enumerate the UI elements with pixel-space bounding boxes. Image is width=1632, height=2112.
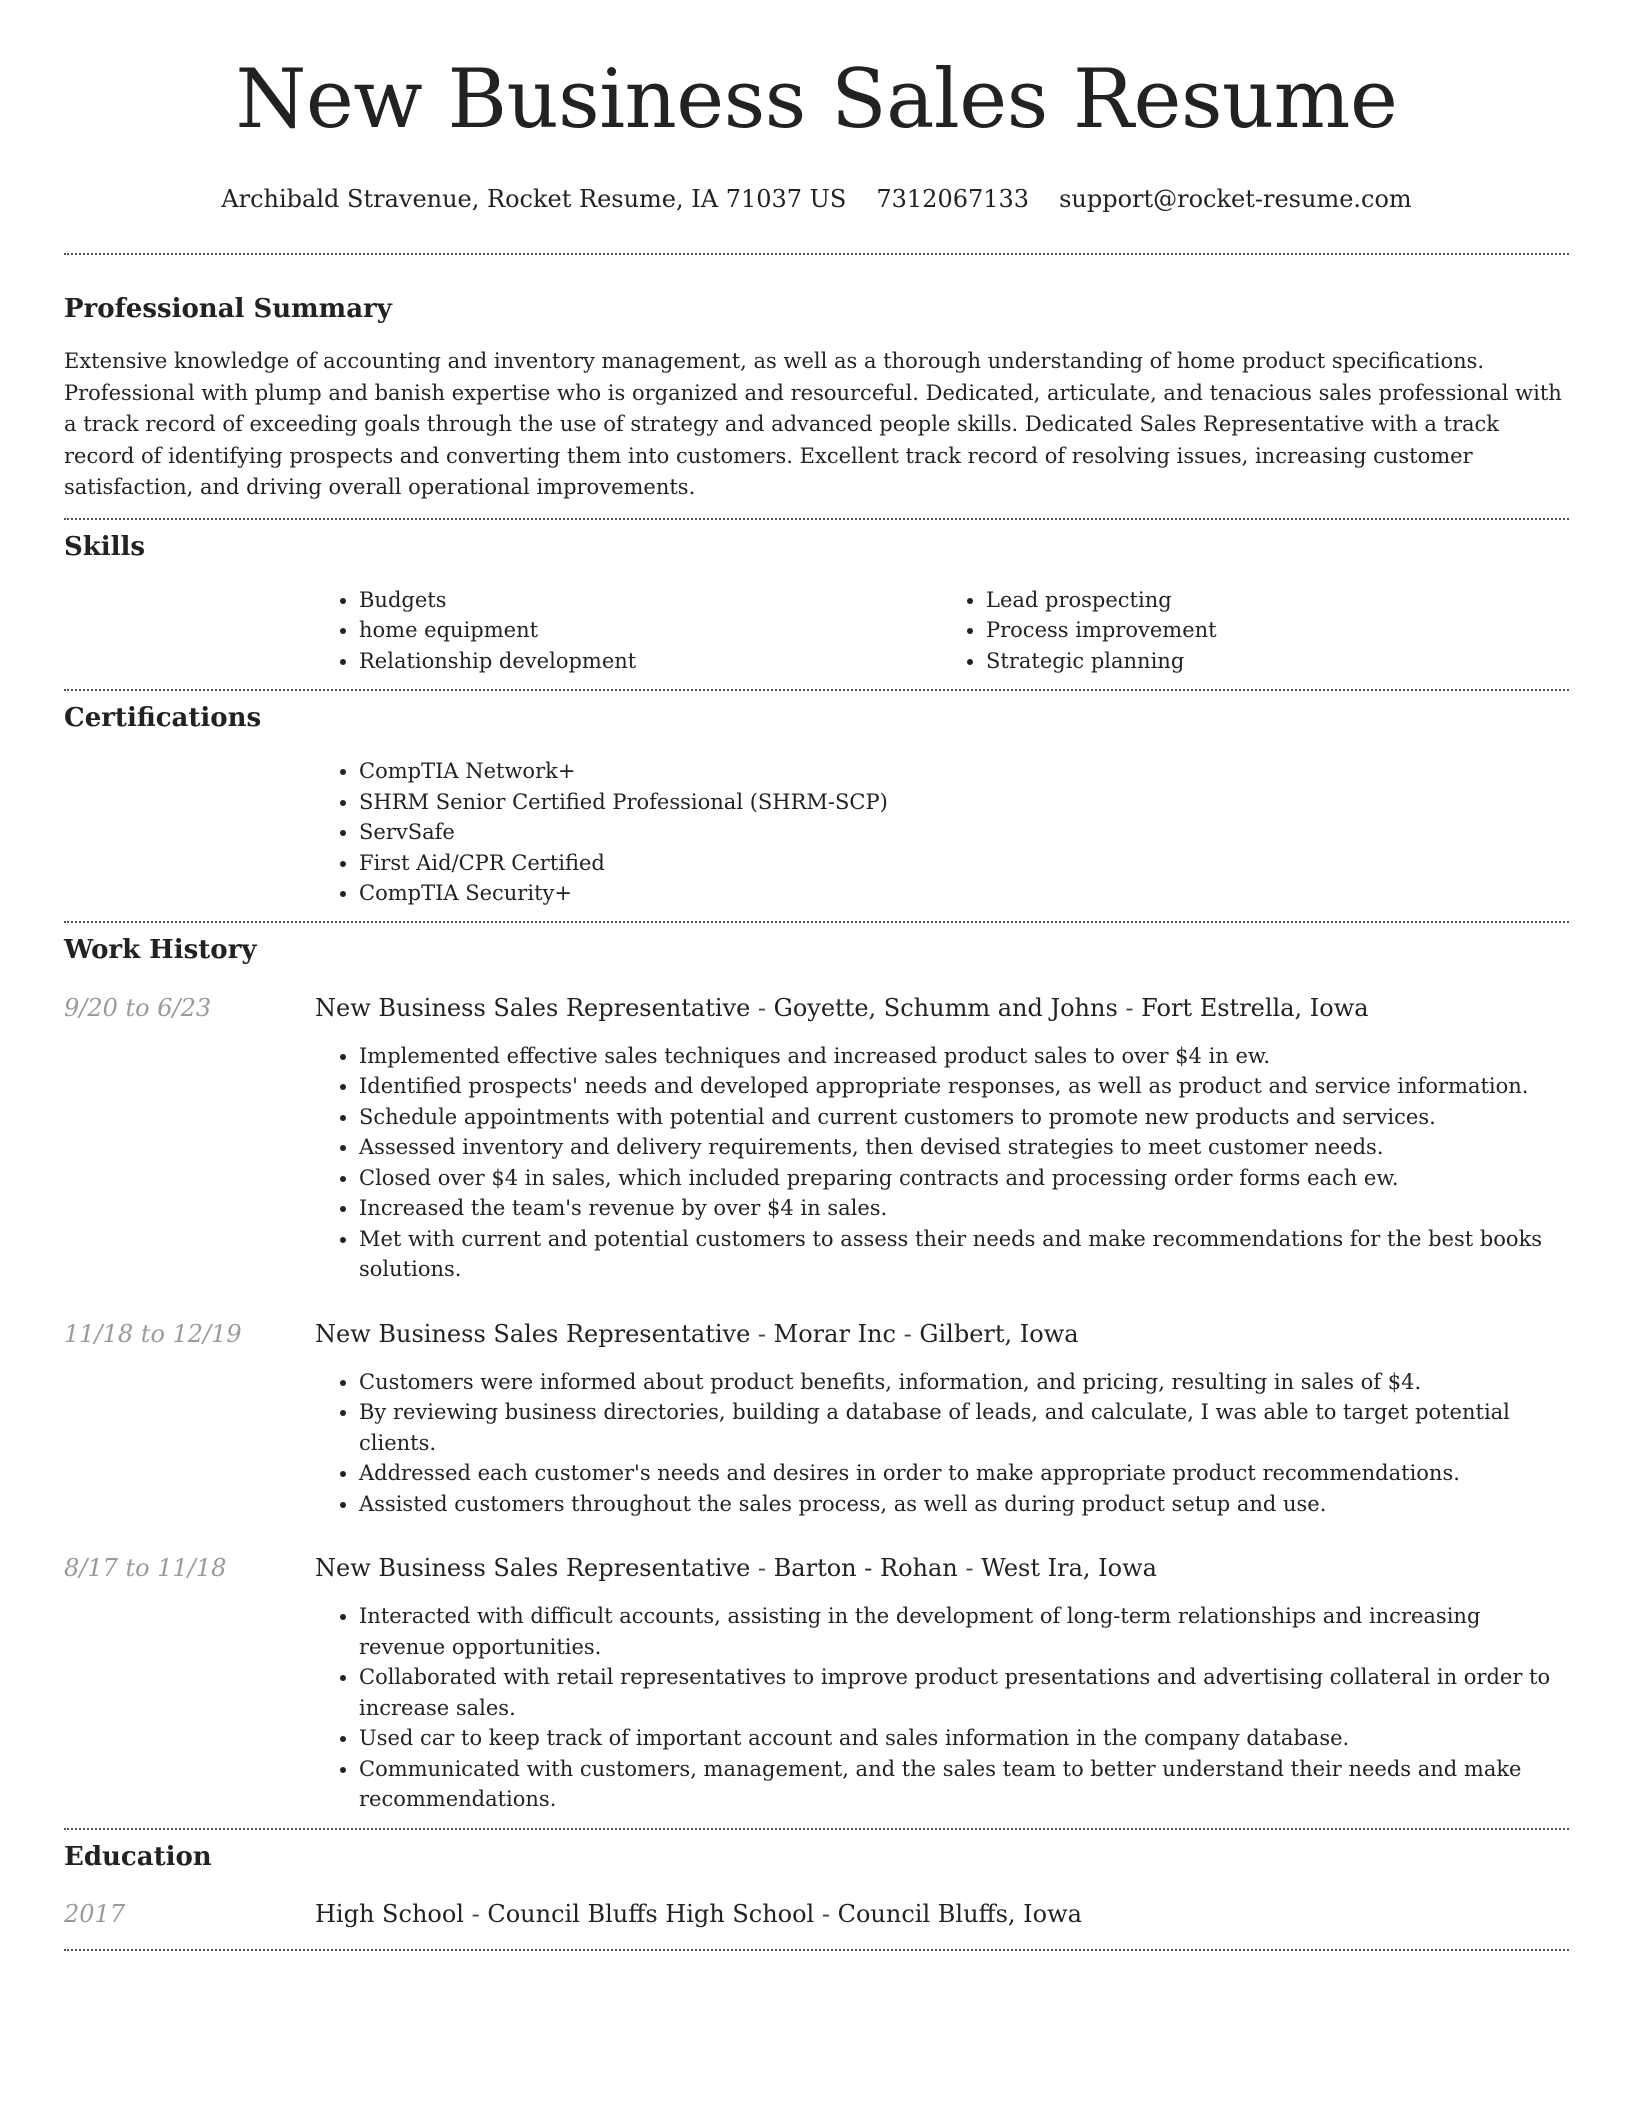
section-title-work-history: Work History — [64, 934, 257, 965]
certification-item: • SHRM Senior Certified Professional (SHRM-SCP) — [359, 787, 1569, 818]
skill-item: • Relationship development — [359, 646, 942, 677]
divider — [64, 689, 1569, 691]
summary-text: Extensive knowledge of accounting and inventory management, as well as a thorough understanding of home product specifications. Professional with plump and banish expertise who is organized and resourceful. Dedicated, articulate, and tenacious sales professional with a track record of exceeding goals through the use of strategy and advanced people skills. Dedicated Sales Representative with a track record of identifying prospects and converting them into customers. Excellent track record of resolving issues, increasing customer satisfaction, and driving overall operational improvements. — [64, 349, 1562, 499]
job-header — [64, 1553, 1569, 1583]
skills-list — [315, 585, 1569, 677]
divider — [64, 1949, 1569, 1951]
resume-page — [64, 0, 1569, 1951]
job-bullet: • Implemented effective sales techniques and increased product sales to over $4 in ew. — [359, 1041, 1569, 1072]
divider — [64, 921, 1569, 923]
job-location: Gilbert, Iowa — [919, 1319, 1079, 1348]
education-degree: High School — [315, 1899, 464, 1928]
job-bullets — [315, 1601, 1569, 1815]
skill-item: • Budgets — [359, 585, 942, 616]
education-school: Council Bluffs High School — [487, 1899, 815, 1928]
job-title: New Business Sales Representative - Barton - Rohan - West Ira, Iowa — [315, 1554, 1157, 1582]
skill-item: • Lead prospecting — [986, 585, 1569, 616]
job-location: West Ira, Iowa — [981, 1554, 1157, 1582]
job-role: New Business Sales Representative — [315, 1319, 751, 1348]
section-title-summary: Professional Summary — [64, 294, 392, 324]
resume-title: New Business Sales Resume — [235, 53, 1398, 147]
certifications-list — [315, 756, 1569, 909]
contact-line — [64, 184, 1569, 214]
job-header — [64, 1319, 1569, 1349]
job-bullet: • Communicated with customers, management, and the sales team to better understand their needs and make recommendations. — [359, 1754, 1569, 1815]
job-company: Barton - Rohan — [773, 1554, 958, 1582]
job-bullet: • By reviewing business directories, building a database of leads, and calculate, I was able to target potential clients. — [359, 1397, 1569, 1458]
section-title-certifications: Certifications — [64, 703, 262, 733]
divider — [64, 253, 1569, 255]
job-dates: 11/18 to 12/19 — [64, 1319, 242, 1348]
job-bullet: • Closed over $4 in sales, which included preparing contracts and processing order forms each ew. — [359, 1163, 1569, 1194]
job-bullets — [315, 1367, 1569, 1520]
certification-item: • CompTIA Network+ — [359, 756, 1569, 787]
certification-item: • ServSafe — [359, 817, 1569, 848]
job-bullet: • Schedule appointments with potential and current customers to promote new products and services. — [359, 1102, 1569, 1133]
skill-item: • home equipment — [359, 615, 942, 646]
job-bullet: • Assessed inventory and delivery requirements, then devised strategies to meet customer needs. — [359, 1132, 1569, 1163]
job-company: Morar Inc — [773, 1319, 896, 1348]
job-bullet: • Used car to keep track of important account and sales information in the company database. — [359, 1723, 1569, 1754]
email: support@rocket-resume.com — [1059, 185, 1412, 213]
job-dates: 9/20 to 6/23 — [64, 993, 212, 1022]
skill-item: • Process improvement — [986, 615, 1569, 646]
job-dates: 8/17 to 11/18 — [64, 1554, 227, 1582]
job-role: New Business Sales Representative — [315, 993, 751, 1022]
skill-item: • Strategic planning — [986, 646, 1569, 677]
job-bullet: • Identified prospects' needs and developed appropriate responses, as well as product and service information. — [359, 1071, 1569, 1102]
education-entry — [64, 1899, 1569, 1929]
education-year: 2017 — [64, 1899, 126, 1928]
job-bullet: • Customers were informed about product benefits, information, and pricing, resulting in sales of $4. — [359, 1367, 1569, 1398]
job-role: New Business Sales Representative — [315, 1554, 751, 1582]
job-title: New Business Sales Representative - Morar Inc - Gilbert, Iowa — [315, 1319, 1079, 1348]
job-bullet: • Interacted with difficult accounts, assisting in the development of long-term relationships and increasing revenue opportunities. — [359, 1601, 1569, 1662]
section-title-skills: Skills — [64, 531, 146, 562]
divider — [64, 518, 1569, 520]
address: Archibald Stravenue, Rocket Resume, IA 71037 US — [221, 185, 847, 213]
certification-item: • CompTIA Security+ — [359, 878, 1569, 909]
divider — [64, 1828, 1569, 1830]
job-bullet: • Increased the team's revenue by over $4 in sales. — [359, 1193, 1569, 1224]
skills-column-right — [942, 585, 1569, 677]
job-title: New Business Sales Representative - Goyette, Schumm and Johns - Fort Estrella, Iowa — [315, 993, 1369, 1022]
section-title-education: Education — [64, 1841, 212, 1872]
job-header — [64, 993, 1569, 1023]
job-bullet: • Assisted customers throughout the sales process, as well as during product setup and use. — [359, 1489, 1569, 1520]
job-bullet: • Addressed each customer's needs and desires in order to make appropriate product recommendations. — [359, 1458, 1569, 1489]
phone: 7312067133 — [876, 185, 1030, 213]
job-company: Goyette, Schumm and Johns — [773, 993, 1118, 1022]
education-location: Council Bluffs, Iowa — [837, 1899, 1082, 1928]
job-bullet: • Collaborated with retail representatives to improve product presentations and advertising collateral in order to increase sales. — [359, 1662, 1569, 1723]
job-bullets — [315, 1041, 1569, 1285]
education-title: High School - Council Bluffs High School - Council Bluffs, Iowa — [315, 1899, 1082, 1928]
certification-item: • First Aid/CPR Certified — [359, 848, 1569, 879]
job-bullet: • Met with current and potential customers to assess their needs and make recommendations for the best books solutions. — [359, 1224, 1569, 1285]
job-location: Fort Estrella, Iowa — [1141, 993, 1369, 1022]
skills-column-left — [315, 585, 942, 677]
